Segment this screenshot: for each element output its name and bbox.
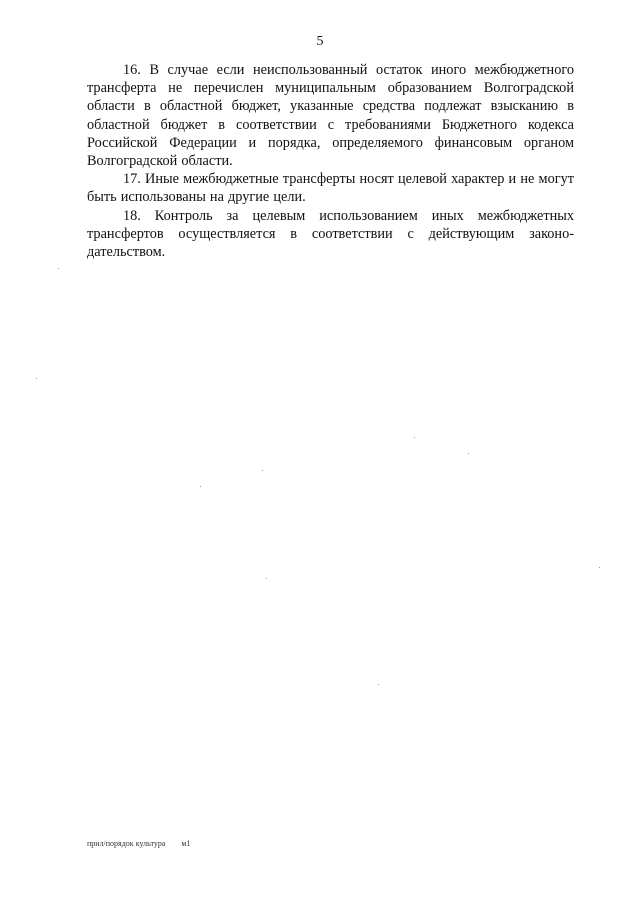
scan-speck	[266, 578, 267, 579]
scan-speck	[262, 470, 263, 471]
scan-speck	[599, 567, 600, 568]
scan-speck	[200, 486, 201, 487]
paragraph-17: 17. Иные межбюджетные трансферты носят целевой характер и не могут быть использованы на другие цели.	[87, 171, 574, 206]
paragraph-16: 16. В случае если неиспользованный остаток иного межбюджетного трансферта не перечислен муниципальным образованием Волгоградской области в областной бюджет, указанные средства подлежат взысканию в областной бюджет в соответствии с требованиями Бюджетного кодекса Российской Федерации и порядка, определяемого финансовым органом Волгоградской области.	[87, 62, 574, 170]
scan-speck	[468, 453, 469, 454]
page-number: 5	[316, 34, 324, 49]
paragraph-18: 18. Контроль за целевым использованием иных межбюджетных трансфертов осуществляется в соответствии с действующим законо-дательством.	[87, 207, 574, 261]
scan-speck	[58, 268, 59, 269]
scan-speck	[36, 378, 37, 379]
footer-file-name: прил/порядок культура	[87, 839, 166, 848]
scan-speck	[378, 684, 379, 685]
document-body	[87, 61, 574, 261]
footer-note	[87, 839, 204, 849]
footer-code: м1	[181, 839, 191, 848]
scan-speck	[414, 437, 415, 438]
